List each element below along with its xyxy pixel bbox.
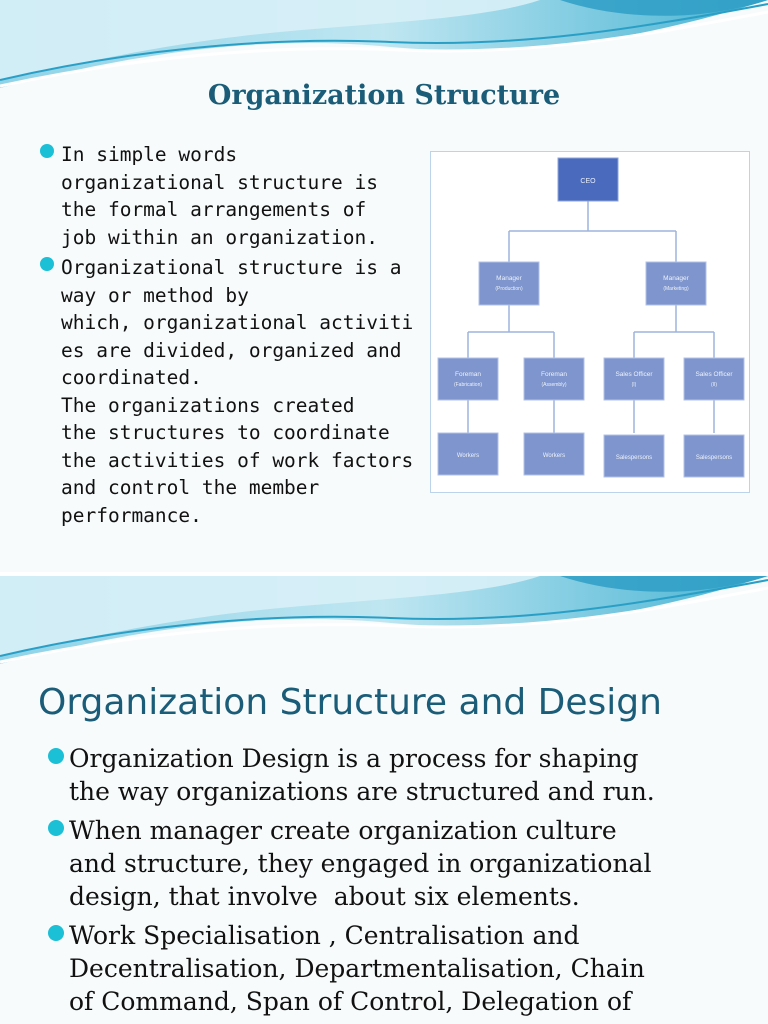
slide-title: Organization Structure: [207, 80, 561, 111]
slide-title: Organization Structure and Design: [38, 682, 662, 723]
org-box-foreman-assembly: [524, 358, 584, 400]
org-label: Manager: [496, 275, 522, 282]
org-sublabel: (I): [631, 382, 637, 388]
org-label: Sales Officer: [615, 371, 653, 378]
org-sublabel: (Assembly): [541, 382, 567, 388]
bullet-item: When manager create organization culture and structure, they engaged in organizational design, that involve about six elements.: [48, 814, 748, 913]
org-sublabel: (Production): [495, 286, 523, 292]
org-label-ceo: CEO: [580, 178, 596, 185]
bullet-dot-icon: [40, 257, 54, 271]
bullet-dot-icon: [48, 820, 64, 836]
org-label: Manager: [663, 275, 689, 282]
org-label: Salespersons: [615, 455, 653, 461]
bullet-item: Organizational structure is a way or method by which, organizational activiti es are divided, organized and coordinated. The organizations created the structures to coordinate the activities of work factors and control the member performance.: [40, 254, 415, 529]
bullet-list: [48, 742, 748, 1024]
org-label: Foreman: [454, 371, 482, 378]
org-label: Foreman: [540, 371, 568, 378]
org-sublabel: (Fabrication): [453, 382, 483, 388]
org-label: Workers: [456, 453, 480, 459]
bullet-list: [40, 141, 415, 532]
header-wave-decoration: [0, 576, 768, 671]
org-box-foreman-fabrication: [438, 358, 498, 400]
org-chart-diagram: [431, 152, 749, 492]
org-label: Salespersons: [695, 455, 733, 461]
bullet-item: In simple words organizational structure is the formal arrangements of job within an organization.: [40, 141, 415, 251]
org-label: Workers: [542, 453, 566, 459]
connector-lines: [468, 201, 714, 433]
org-label: Sales Officer: [695, 371, 733, 378]
org-box-manager-marketing: [646, 262, 706, 305]
org-box-manager-production: [479, 262, 539, 305]
bullet-dot-icon: [48, 925, 64, 941]
bullet-dot-icon: [48, 748, 64, 764]
org-sublabel: (II): [710, 382, 718, 388]
bullet-item: Organization Design is a process for shaping the way organizations are structured and run.: [48, 742, 748, 808]
org-chart: [430, 151, 750, 493]
org-sublabel: (Marketing): [663, 286, 689, 292]
bullet-item: Work Specialisation , Centralisation and Decentralisation, Departmentalisation, Chain of Command, Span of Control, Delegation of: [48, 919, 748, 1018]
org-box-sales-officer-1: [604, 358, 664, 400]
bullet-dot-icon: [40, 144, 54, 158]
org-box-sales-officer-2: [684, 358, 744, 400]
